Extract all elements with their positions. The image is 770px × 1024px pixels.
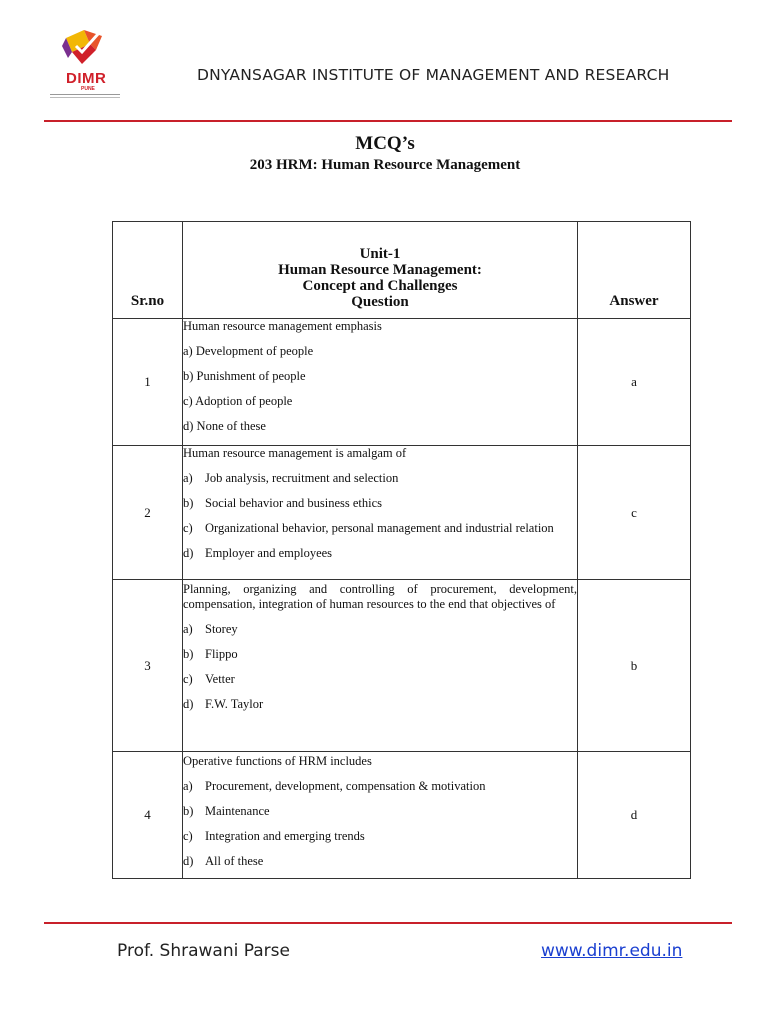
table-row (113, 446, 691, 580)
question-cell (183, 446, 578, 580)
unit-label: Unit-1 (359, 246, 401, 262)
option: a) Job analysis, recruitment and selection (183, 471, 399, 485)
subject-title: 203 HRM: Human Resource Management (249, 157, 521, 173)
author-name: Prof. Shrawani Parse (117, 941, 290, 961)
logo-mark-icon (62, 28, 108, 70)
option: d) F.W. Taylor (183, 697, 264, 711)
option: b) Flippo (183, 647, 238, 661)
website-link[interactable]: www.dimr.edu.in (541, 941, 683, 961)
logo-subtext: PUNE (81, 86, 95, 92)
row-srno: 3 (113, 580, 183, 752)
header-divider (44, 120, 732, 122)
question-cell (183, 580, 578, 752)
document-title: MCQ’s (355, 133, 415, 154)
question-text: Operative functions of HRM includes (183, 754, 372, 768)
unit-subtopic: Concept and Challenges (302, 278, 458, 294)
option: c) Organizational behavior, personal management and industrial relation (183, 521, 554, 535)
mcq-table (112, 221, 691, 879)
row-srno: 2 (113, 446, 183, 580)
option: a) Procurement, development, compensation & motivation (183, 779, 486, 793)
option: d) None of these (183, 419, 266, 433)
row-srno: 4 (113, 752, 183, 879)
option: b) Maintenance (183, 804, 270, 818)
row-answer: b (578, 580, 691, 752)
option: a) Development of people (183, 344, 314, 358)
option: b) Punishment of people (183, 369, 306, 383)
table-header-row (113, 222, 691, 319)
header-question (183, 222, 578, 319)
table-row (113, 319, 691, 446)
option: a) Storey (183, 622, 238, 636)
option: d) Employer and employees (183, 546, 333, 560)
header-srno: Sr.no (113, 222, 183, 319)
option: c) Adoption of people (183, 394, 293, 408)
row-answer: a (578, 319, 691, 446)
option: c) Integration and emerging trends (183, 829, 365, 843)
table-row (113, 580, 691, 752)
header-answer: Answer (578, 222, 691, 319)
institute-name: DNYANSAGAR INSTITUTE OF MANAGEMENT AND RESEARCH (197, 66, 670, 84)
table-row (113, 752, 691, 879)
institute-logo (50, 28, 120, 104)
question-text: Planning, organizing and controlling of procurement, development, compensation, integration of human resources to the end that objectives of (183, 582, 577, 611)
question-text: Human resource management is amalgam of (183, 446, 407, 460)
logo-tagline-bar (50, 94, 120, 98)
option: d) All of these (183, 854, 264, 868)
row-answer: d (578, 752, 691, 879)
row-answer: c (578, 446, 691, 580)
logo-text: DIMR (66, 70, 107, 87)
option: b) Social behavior and business ethics (183, 496, 383, 510)
unit-topic: Human Resource Management: (278, 262, 482, 278)
row-srno: 1 (113, 319, 183, 446)
question-header: Question (351, 294, 409, 310)
question-text: Human resource management emphasis (183, 319, 382, 333)
option: c) Vetter (183, 672, 235, 686)
footer-divider (44, 922, 732, 924)
question-cell (183, 319, 578, 446)
question-cell (183, 752, 578, 879)
